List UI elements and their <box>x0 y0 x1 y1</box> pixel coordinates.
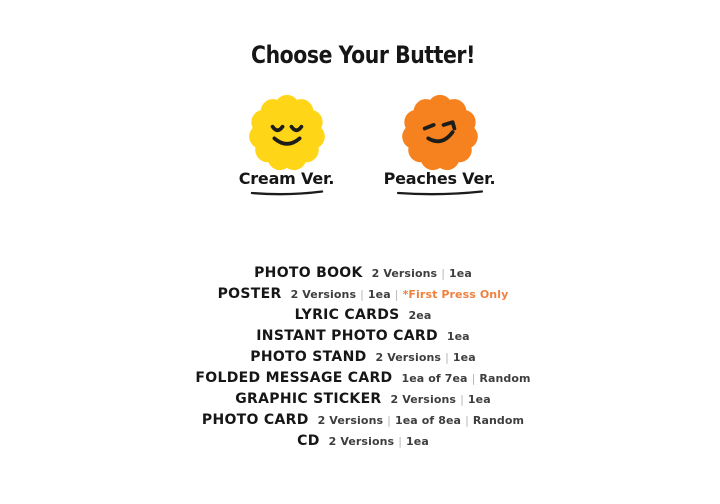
version-cream <box>227 88 347 197</box>
detail: 2 Versions <box>371 267 438 280</box>
separator: | <box>387 414 391 427</box>
item-name: GRAPHIC STICKER <box>235 391 382 407</box>
separator: | <box>394 288 399 301</box>
item-name: FOLDED MESSAGE CARD <box>195 370 393 386</box>
item-details <box>447 330 470 343</box>
detail: 1ea of 7ea <box>401 372 468 385</box>
detail: 1ea <box>406 435 429 448</box>
label-underline <box>250 189 324 197</box>
version-options <box>6 88 720 197</box>
detail: Random <box>479 372 531 385</box>
separator: | <box>471 372 476 385</box>
item-name: POSTER <box>217 286 282 302</box>
peaches-flower-icon <box>395 88 485 178</box>
version-peaches <box>380 88 500 197</box>
flower-petals <box>400 94 480 173</box>
page-title: Choose Your Butter! <box>251 41 475 69</box>
item-name: PHOTO CARD <box>201 412 309 428</box>
content-row-folded-message-card <box>195 371 530 385</box>
first-press-only-note: *First Press Only <box>402 288 509 301</box>
item-details <box>391 393 491 406</box>
item-name: CD <box>297 433 320 449</box>
version-label-peaches: Peaches Ver. <box>383 169 496 188</box>
content-row-poster <box>218 287 509 301</box>
detail: 2 Versions <box>317 414 384 427</box>
separator: | <box>445 351 449 364</box>
content-row-graphic-sticker <box>235 392 490 406</box>
label-underline <box>396 189 484 197</box>
separator: | <box>360 288 364 301</box>
separator: | <box>460 393 464 406</box>
content-row-photo-card <box>202 413 524 427</box>
item-name: LYRIC CARDS <box>294 307 400 323</box>
item-details <box>291 288 509 301</box>
item-details <box>401 372 530 385</box>
flower-petals <box>247 94 327 173</box>
detail: 2 Versions <box>390 393 457 406</box>
item-details <box>376 351 476 364</box>
item-details <box>318 414 524 427</box>
detail: 1ea <box>449 267 472 280</box>
detail: 1ea <box>367 288 391 301</box>
content-row-cd <box>297 434 429 448</box>
content-row-lyric-cards <box>295 308 432 322</box>
detail: 2ea <box>408 309 432 322</box>
detail: 2 Versions <box>375 351 442 364</box>
content-row-instant-photo-card <box>256 329 469 343</box>
detail: 2 Versions <box>328 435 395 448</box>
item-name: PHOTO STAND <box>250 349 367 365</box>
separator: | <box>465 414 469 427</box>
separator: | <box>398 435 402 448</box>
detail: 1ea <box>446 330 470 343</box>
version-label-cream: Cream Ver. <box>238 169 335 188</box>
detail: 1ea of 8ea <box>394 414 462 427</box>
content-row-photo-stand <box>250 350 475 364</box>
cream-flower-icon <box>242 88 332 178</box>
item-details <box>329 435 429 448</box>
detail: 1ea <box>452 351 476 364</box>
content-row-photo-book <box>254 266 472 280</box>
item-name: PHOTO BOOK <box>254 265 363 281</box>
item-name: INSTANT PHOTO CARD <box>256 328 438 344</box>
item-details <box>372 267 472 280</box>
detail: 2 Versions <box>290 288 357 301</box>
album-contents-list <box>6 266 720 448</box>
detail: 1ea <box>467 393 491 406</box>
item-details <box>409 309 432 322</box>
detail: Random <box>472 414 525 427</box>
separator: | <box>441 267 446 280</box>
